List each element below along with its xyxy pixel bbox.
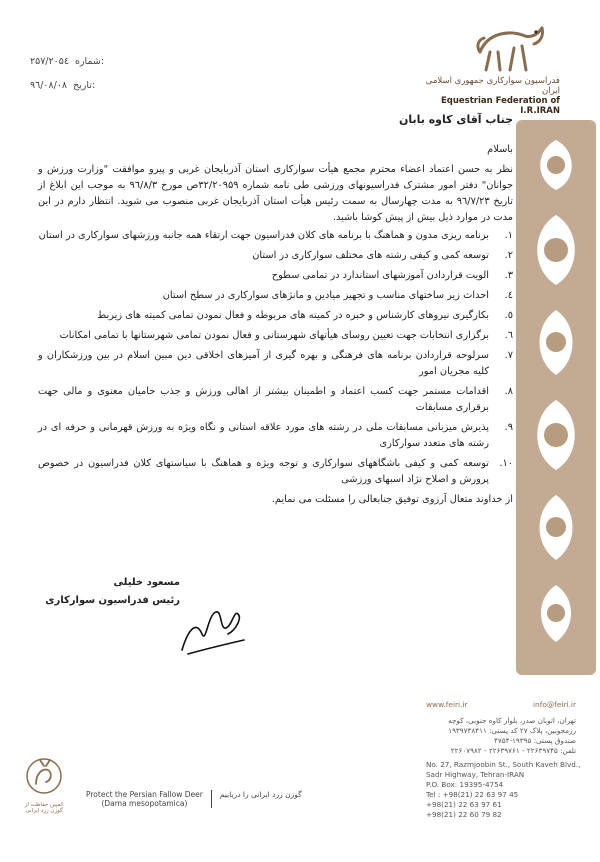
logo-text-en: Equestrian Federation of I.R.IRAN — [440, 96, 560, 116]
address-en: No. 27, Razmjoobin St., South Kaveh Blvd., Sadr Highway, Tehran-IRAN P.O. Box: 19395-4754 Tel : +98(21) 22 63 97 45 +98(21) 22 63 97 61 +98(21) 22 60 79 82 — [426, 760, 581, 819]
address-fa: تهران، اتوبان صدر، بلوار کاوه جنوبی، کوچه رزمجوبین، پلاک ۲۷ کد پستی: ۱۹۳۹۷۳۸۴۱۱ صندوق پستی: ۱۹۳۹۵-۴۷۵۴ تلفن: ۲۲۶۳۹۷۴۵ - ۲۲۶۳۹۷۶۱ - ۲۲۶۰۷۹۸۲ — [448, 716, 576, 755]
web-row — [426, 700, 576, 710]
deer-caption: کمپین حفاظت از گوزن زرد ایرانی — [24, 802, 64, 814]
letter-body — [38, 112, 513, 508]
list-item: ٦. برگزاری انتخابات جهت تعیین روسای هیأتهای شهرستانی و فعال نمودن تمامی شهرستانها با تمامی امکانات — [59, 330, 513, 341]
directive-list — [38, 228, 513, 488]
deer-campaign-logo — [18, 756, 70, 814]
list-item: ۱۰. توسعه کمی و کیفی باشگاههای سوارکاری و توجه ویژه و هماهنگ با سیاستهای کلان فدراسیون در خصوص پرورش و اصلاح نژاد اسبهای ورزشی — [38, 458, 513, 485]
campaign-slogan — [86, 790, 302, 808]
horse-logo-icon — [470, 22, 550, 74]
list-item: ۳. الویت قراردادن آموزشهای استاندارد در تمامی سطوح — [271, 270, 513, 281]
email-link[interactable]: info@feiri.ir — [533, 700, 576, 709]
list-item: ٥. بکارگیری نیروهای کارشناس و خبره در کمیته های مربوطه و فعال نمودن تمامی کمیته های زیربط — [97, 310, 513, 321]
list-item: ٤. احداث زیر ساختهای مناسب و تجهیز میادین و مانژهای سوارکاری در سطح استان — [162, 290, 513, 301]
closing-line: از خداوند متعال آرزوی توفیق جنابعالی را مسئلت می نمایم. — [271, 494, 513, 505]
ornament-border-icon — [516, 120, 596, 675]
number-label: شماره: — [74, 56, 105, 67]
list-item: ۲. توسعه کمی و کیفی رشته های مختلف سوارکاری در استان — [252, 250, 513, 261]
handwritten-signature-icon — [178, 600, 248, 660]
document-meta — [30, 50, 104, 98]
list-item: ۸. اقدامات مستمر جهت کسب اعتماد و اطمینان بیشتر از اهالی ورزش و جذب حامیان معنوی و مالی جهت برقراری مسابقات — [38, 386, 513, 413]
federation-logo — [410, 22, 560, 116]
recipient: جناب آقای کاوه بابان — [398, 113, 513, 126]
list-item: ۹. پذیرش میزبانی مسابقات ملی در رشته های مورد علاقه استانی و نگاه ویژه به ورزش قهرمانی و حرفه ای در رشته های متعدد سوارکاری — [38, 422, 513, 449]
contact-block — [426, 700, 581, 820]
intro-paragraph: نظر به حسن اعتماد اعضاء محترم مجمع هیأت سوارکاری استان آذربایجان غربی و پیرو موافقت "وزارت ورزش و جوانان" دفتر امور مشترک فدراسیونهای ورزشی طی نامه شماره ۳۲/۲۰۹۵۹ص مورخ ۹٦/۸/۳ به موجب این ابلاغ از تاریخ ۹٦/۷/۲۳ به مدت چهارسال به سمت رئیس هیأت استان آذربایجان غربی منصوب می شوید. انتظار دارم در این مدت در موارد ذیل بیش از پیش کوشا باشید. — [38, 164, 513, 223]
date-label: تاریخ: — [73, 80, 96, 91]
logo-text-fa: فدراسیون سوارکاری جمهوری اسلامی ایران — [425, 76, 560, 96]
signature-block — [40, 574, 180, 610]
slogan-en: Protect the Persian Fallow Deer (Dama mesopotamica) — [86, 790, 203, 808]
deer-icon — [22, 756, 66, 796]
greeting: باسلام — [487, 144, 513, 155]
number-value: ۲۵۷/۲۰۵٤ — [30, 56, 69, 67]
date-value: ۹٦/۰۸/۰۸ — [30, 80, 68, 91]
list-item: ۷. سرلوحه قراردادن برنامه های فرهنگی و بهره گیری از آمیزهای اخلاقی دین مبین اسلام در بین ورزشکاران و کلیه مجریان امور — [38, 350, 513, 377]
signer-title: رئیس فدراسیون سوارکاری — [45, 595, 180, 606]
number-row — [30, 50, 104, 74]
signer-name: مسعود خلیلی — [113, 577, 180, 588]
website-link[interactable]: www.feiri.ir — [426, 700, 468, 709]
list-item: ۱. برنامه ریزی مدون و هماهنگ با برنامه های کلان فدراسیون جهت ارتقاء همه جانبه ورزشهای سوارکاری در استان — [38, 230, 513, 241]
slogan-fa: گوزن زرد ایرانی را دریابیم — [219, 790, 302, 799]
date-row — [30, 74, 104, 98]
slogan-divider — [211, 790, 212, 808]
